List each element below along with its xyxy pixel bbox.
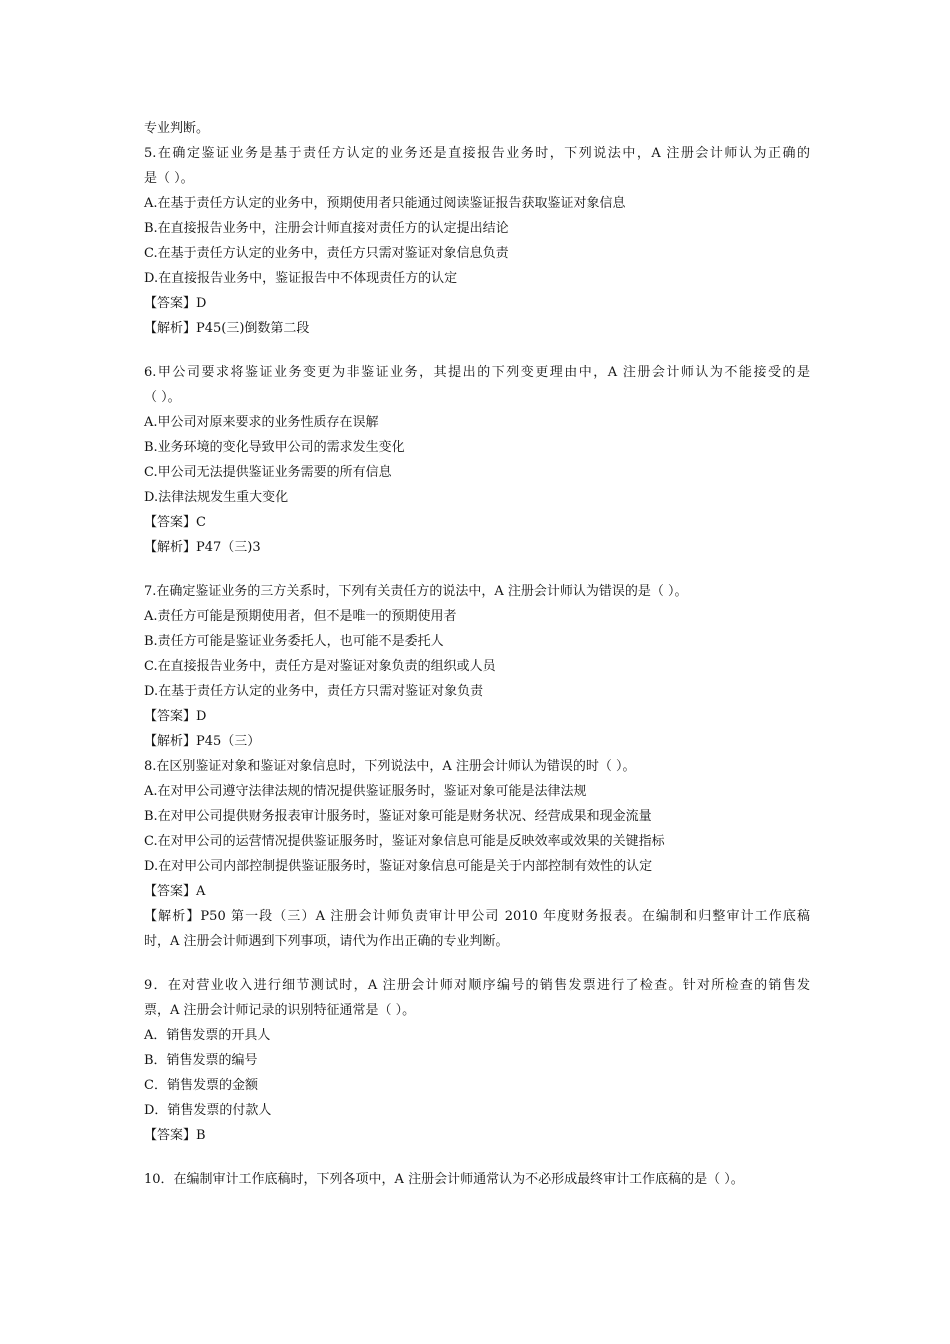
explanation: 时，A 注册会计师遇到下列事项，请代为作出正确的专业判断。	[144, 934, 509, 949]
question-text: 10．在编制审计工作底稿时，下列各项中，A 注册会计师通常认为不必形成最终审计工作底稿的是（ ）。	[144, 1172, 744, 1187]
text-block-intro	[144, 116, 810, 141]
option-b: B．销售发票的编号	[144, 1053, 258, 1068]
spacer	[144, 560, 810, 579]
answer: 【答案】A	[144, 884, 206, 899]
option-b: B.在直接报告业务中，注册会计师直接对责任方的认定提出结论	[144, 221, 509, 236]
answer: 【答案】C	[144, 515, 206, 530]
option-c: C.在直接报告业务中，责任方是对鉴证对象负责的组织或人员	[144, 659, 496, 674]
option-b: B.业务环境的变化导致甲公司的需求发生变化	[144, 440, 405, 455]
question-text: 是（ ）。	[144, 171, 194, 186]
option-b: B.责任方可能是鉴证业务委托人，也可能不是委托人	[144, 634, 444, 649]
question-text: 8.在区别鉴证对象和鉴证对象信息时，下列说法中，A 注册会计师认为错误的时（ ）。	[144, 759, 636, 774]
option-a: A.在对甲公司遵守法律法规的情况提供鉴证服务时，鉴证对象可能是法律法规	[144, 784, 587, 799]
text-line: 专业判断。	[144, 121, 210, 136]
question-text: 票，A 注册会计师记录的识别特征通常是（ ）。	[144, 1003, 416, 1018]
document-page	[144, 116, 810, 1192]
question-text: 5.在确定鉴证业务是基于责任方认定的业务还是直接报告业务时，下列说法中，A 注册会计师认为正确的	[144, 146, 810, 161]
option-a: A.甲公司对原来要求的业务性质存在误解	[144, 415, 379, 430]
option-d: D.在直接报告业务中，鉴证报告中不体现责任方的认定	[144, 271, 458, 286]
spacer	[144, 954, 810, 973]
answer: 【答案】B	[144, 1128, 206, 1143]
answer: 【答案】D	[144, 709, 207, 724]
option-d: D.在基于责任方认定的业务中，责任方只需对鉴证对象负责	[144, 684, 484, 699]
option-c: C.在对甲公司的运营情况提供鉴证服务时，鉴证对象信息可能是反映效率或效果的关键指标	[144, 834, 665, 849]
option-d: D.在对甲公司内部控制提供鉴证服务时，鉴证对象信息可能是关于内部控制有效性的认定	[144, 859, 653, 874]
spacer	[144, 341, 810, 360]
option-d: D.法律法规发生重大变化	[144, 490, 289, 505]
question-6	[144, 360, 810, 560]
question-text: 9．在对营业收入进行细节测试时，A 注册会计师对顺序编号的销售发票进行了检查。针对所检查的销售发	[144, 978, 810, 993]
question-7-8	[144, 579, 810, 954]
option-a: A.在基于责任方认定的业务中，预期使用者只能通过阅读鉴证报告获取鉴证对象信息	[144, 196, 626, 211]
question-9	[144, 973, 810, 1148]
explanation: 【解析】P45(三)倒数第二段	[144, 321, 310, 336]
question-text: 6.甲公司要求将鉴证业务变更为非鉴证业务，其提出的下列变更理由中，A 注册会计师认为不能接受的是	[144, 365, 810, 380]
option-a: A.责任方可能是预期使用者，但不是唯一的预期使用者	[144, 609, 457, 624]
option-a: A．销售发票的开具人	[144, 1028, 271, 1043]
explanation: 【解析】P47（三)3	[144, 540, 261, 555]
explanation: 【解析】P50 第一段（三）A 注册会计师负责审计甲公司 2010 年度财务报表。在编制和归整审计工作底稿	[144, 909, 810, 924]
option-c: C．销售发票的金额	[144, 1078, 258, 1093]
option-b: B.在对甲公司提供财务报表审计服务时，鉴证对象可能是财务状况、经营成果和现金流量	[144, 809, 652, 824]
question-5	[144, 141, 810, 341]
option-c: C.甲公司无法提供鉴证业务需要的所有信息	[144, 465, 392, 480]
option-d: D．销售发票的付款人	[144, 1103, 272, 1118]
option-c: C.在基于责任方认定的业务中，责任方只需对鉴证对象信息负责	[144, 246, 509, 261]
question-text: （ ）。	[144, 390, 181, 405]
explanation: 【解析】P45（三）	[144, 734, 261, 749]
question-10	[144, 1167, 810, 1192]
answer: 【答案】D	[144, 296, 207, 311]
question-text: 7.在确定鉴证业务的三方关系时，下列有关责任方的说法中，A 注册会计师认为错误的是（ ）。	[144, 584, 688, 599]
spacer	[144, 1148, 810, 1167]
